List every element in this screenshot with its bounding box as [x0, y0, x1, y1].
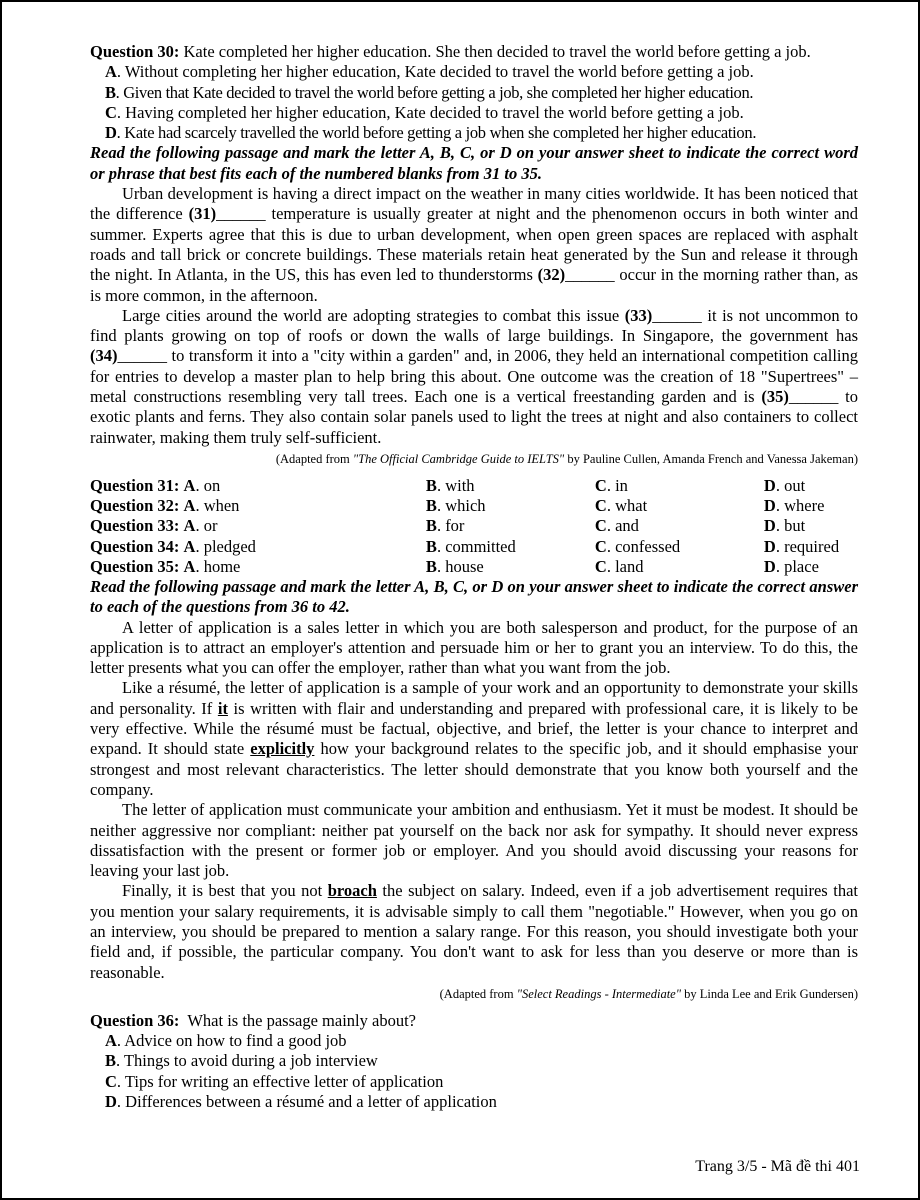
- option-text: or: [203, 516, 218, 536]
- option-letter: D: [763, 496, 776, 516]
- passage-text: is written with flair and understanding and prepared with professional care, it is likely to be very effective. While the résumé must be factual, objective, and brief, the letter is your chance to interpret and expand. It should state: [90, 698, 858, 759]
- option-text: Having completed her higher education, Kate decided to travel the world before getting a job.: [125, 102, 744, 122]
- option-text: on: [203, 475, 221, 495]
- passage-paragraph: [90, 306, 858, 448]
- answer-option: A. Advice on how to find a good job: [105, 1031, 347, 1051]
- question-row: Question 31: A. on B. with C. in D. out: [90, 475, 806, 495]
- passage-text: Finally, it is best that you not: [122, 881, 328, 901]
- option-text: house: [445, 556, 484, 576]
- question-text: Kate completed her higher education. She then decided to travel the world before getting a job.: [183, 42, 811, 61]
- option-letter: C: [594, 496, 607, 516]
- blank-number: (35): [761, 387, 789, 407]
- section-instruction: Read the following passage and mark the letter A, B, C, or D on your answer sheet to indicate the correct answer to each of the questions from 36 to 42.: [90, 576, 858, 617]
- question-30-stem: [90, 42, 858, 62]
- passage-text: the subject on salary. Indeed, even if a job advertisement requires that you mention your salary requirements, it is advisable simply to call them "negotiable." However, when you go on an interview, you should be prepared to mention a salary range. For this reason, you should investigate both your field and, if possible, the particular company. You don't want to ask for less than you deserve or more than is reasonable.: [90, 881, 858, 982]
- page-footer: Trang 3/5 - Mã đề thi 401: [695, 1158, 860, 1175]
- option-letter: D: [763, 475, 776, 495]
- passage-text: ______ to exotic plants and ferns. They also contain solar panels used to light the trees at night and also containers to collect rainwater, making them truly self-sufficient.: [90, 387, 859, 447]
- option-letter: C: [594, 556, 607, 576]
- passage-paragraph: A letter of application is a sales letter in which you are both salesperson and product, for the purpose of an application is to attract an employer's attention and persuade him or her to grant you an interview. To do this, the letter presents what you can offer the employer, rather than what you want from the job.: [90, 617, 858, 678]
- option-letter: C: [105, 102, 117, 122]
- blank-number: (34): [90, 346, 118, 366]
- option-text: out: [784, 475, 806, 495]
- option-text: in: [615, 475, 628, 495]
- underlined-word: broach: [327, 881, 377, 901]
- option-letter: D: [763, 556, 776, 576]
- underlined-word: it: [217, 698, 228, 718]
- option-text: confessed: [615, 536, 681, 556]
- answer-option: C. Tips for writing an effective letter of application: [105, 1071, 444, 1091]
- answer-option: B. Given that Kate decided to travel the world before getting a job, she completed her higher education.: [105, 82, 754, 102]
- option-letter: A: [183, 475, 196, 495]
- option-text: which: [445, 496, 486, 516]
- option-letter: D: [105, 1092, 117, 1112]
- passage-paragraph: [90, 184, 858, 306]
- question-label: Question 31:: [90, 475, 180, 495]
- question-row: Question 33: A. or B. for C. and D. but: [90, 516, 806, 536]
- option-letter: A: [183, 496, 196, 516]
- passage-text: ______ occur in the morning rather than, as is more common, in the afternoon.: [90, 265, 858, 305]
- question-label: Question 35:: [90, 556, 180, 576]
- citation-title: "The Official Cambridge Guide to IELTS": [352, 451, 565, 466]
- option-text: Things to avoid during a job interview: [123, 1051, 378, 1071]
- option-text: Differences between a résumé and a letter of application: [125, 1092, 497, 1112]
- question-label: Question 36:: [90, 1010, 180, 1030]
- blank-number: (31): [188, 204, 217, 224]
- option-text: for: [445, 516, 465, 536]
- answer-option: A. Without completing her higher education, Kate decided to travel the world before getting a job.: [105, 62, 754, 82]
- option-letter: D: [763, 516, 776, 536]
- citation-title: "Select Readings - Intermediate": [516, 986, 681, 1001]
- option-letter: D: [105, 123, 117, 143]
- option-text: what: [615, 496, 648, 516]
- citation-text: by Pauline Cullen, Amanda French and Vanessa Jakeman): [564, 451, 858, 466]
- answer-option: D. Differences between a résumé and a letter of application: [105, 1092, 497, 1112]
- option-text: with: [445, 475, 475, 495]
- citation-text: (Adapted from: [275, 451, 353, 466]
- option-letter: A: [183, 516, 196, 536]
- option-letter: C: [105, 1071, 117, 1091]
- passage-text: Urban development is having a direct impact on the weather in many cities worldwide. It has been noticed that the difference: [90, 184, 858, 224]
- option-text: committed: [445, 536, 516, 556]
- option-text: when: [203, 496, 240, 516]
- blank-number: (32): [537, 265, 566, 285]
- question-36-stem: [90, 1011, 858, 1031]
- option-letter: B: [105, 82, 116, 102]
- option-letter: B: [425, 475, 437, 495]
- answer-option: D. Kate had scarcely travelled the world before getting a job when she completed her higher education.: [105, 123, 757, 143]
- option-letter: C: [594, 475, 607, 495]
- question-label: Question 33:: [90, 516, 180, 536]
- source-citation: [90, 986, 858, 1002]
- option-letter: B: [425, 556, 437, 576]
- option-text: Without completing her higher education, Kate decided to travel the world before getting a job.: [124, 62, 754, 82]
- passage-text: ______ temperature is usually greater at night and the phenomenon occurs in both winter and summer. Experts agree that this is due to urban development, when open green spaces are replaced with asphalt roads and tall brick or concrete buildings. These materials retain heat generated by the Sun and release it through the night. In Atlanta, in the US, this has even led to thunderstorms: [90, 204, 858, 285]
- option-text: Given that Kate decided to travel the world before getting a job, she completed her higher education.: [123, 82, 754, 102]
- question-row: Question 32: A. when B. which C. what D. where: [90, 496, 825, 516]
- option-text: where: [784, 496, 825, 516]
- passage-text: how your background relates to the specific job, and it should emphasise your strongest and most relevant characteristics. The letter should demonstrate that you know both yourself and the company.: [90, 739, 858, 799]
- option-text: pledged: [203, 536, 256, 556]
- passage-paragraph: The letter of application must communicate your ambition and enthusiasm. Yet it must be modest. It should be neither aggressive nor compliant: neither pat yourself on the back nor ask for sympathy. It should never express dissatisfaction with the present or former job or employer. And you should avoid discussing your reasons for leaving your last job.: [90, 800, 858, 881]
- source-citation: [90, 451, 858, 467]
- option-letter: A: [183, 536, 196, 556]
- option-letter: A: [183, 556, 196, 576]
- option-text: land: [615, 556, 644, 576]
- option-letter: B: [105, 1051, 117, 1071]
- option-text: place: [784, 556, 819, 576]
- question-label: Question 34:: [90, 536, 180, 556]
- option-text: required: [784, 536, 840, 556]
- question-label: Question 30:: [90, 42, 180, 61]
- passage-text: ______ it is not uncommon to find plants growing on top of roofs or down the walls of large buildings. In Singapore, the government has: [90, 305, 858, 346]
- passage-paragraph: [90, 678, 858, 800]
- passage-text: ______ to transform it into a "city within a garden" and, in 2006, they held an international competition calling for entries to develop a master plan to help bring this about. One outcome was the creation of 18 "Supertrees" – metal constructions resembling very tall trees. Each one is a vertical freestanding garden and is: [90, 346, 858, 407]
- option-letter: D: [763, 536, 776, 556]
- answer-option: B. Things to avoid during a job interview: [105, 1051, 378, 1071]
- passage-text: Like a résumé, the letter of application is a sample of your work and an opportunity to demonstrate your skills and personality. If: [90, 678, 858, 718]
- question-label: Question 32:: [90, 496, 180, 516]
- option-text: home: [203, 556, 241, 576]
- option-text: Tips for writing an effective letter of application: [124, 1071, 444, 1091]
- option-letter: B: [425, 496, 437, 516]
- option-letter: A: [105, 1031, 117, 1051]
- passage-paragraph: [90, 881, 858, 982]
- option-letter: C: [594, 536, 607, 556]
- blank-number: (33): [624, 305, 653, 325]
- answer-option: C. Having completed her higher education, Kate decided to travel the world before getting a job.: [105, 102, 744, 122]
- option-letter: B: [425, 516, 437, 536]
- option-letter: C: [594, 516, 607, 536]
- blank-questions-table: [90, 476, 858, 577]
- question-row: Question 35: A. home B. house C. land D. place: [90, 556, 819, 576]
- option-text: but: [784, 516, 806, 536]
- option-letter: A: [105, 62, 117, 82]
- citation-text: by Linda Lee and Erik Gundersen): [680, 986, 858, 1001]
- citation-text: (Adapted from: [439, 986, 517, 1001]
- question-row: Question 34: A. pledged B. committed C. confessed D. required: [90, 536, 840, 556]
- section-instruction: Read the following passage and mark the letter A, B, C, or D on your answer sheet to indicate the correct word or phrase that best fits each of the numbered blanks from 31 to 35.: [90, 143, 858, 183]
- option-text: and: [615, 516, 639, 536]
- question-text: What is the passage mainly about?: [187, 1010, 416, 1030]
- option-letter: B: [425, 536, 437, 556]
- option-text: Kate had scarcely travelled the world before getting a job when she completed her higher education.: [124, 123, 757, 143]
- option-text: Advice on how to find a good job: [124, 1031, 347, 1051]
- passage-text: Large cities around the world are adopting strategies to combat this issue: [122, 305, 625, 325]
- underlined-word: explicitly: [250, 739, 315, 759]
